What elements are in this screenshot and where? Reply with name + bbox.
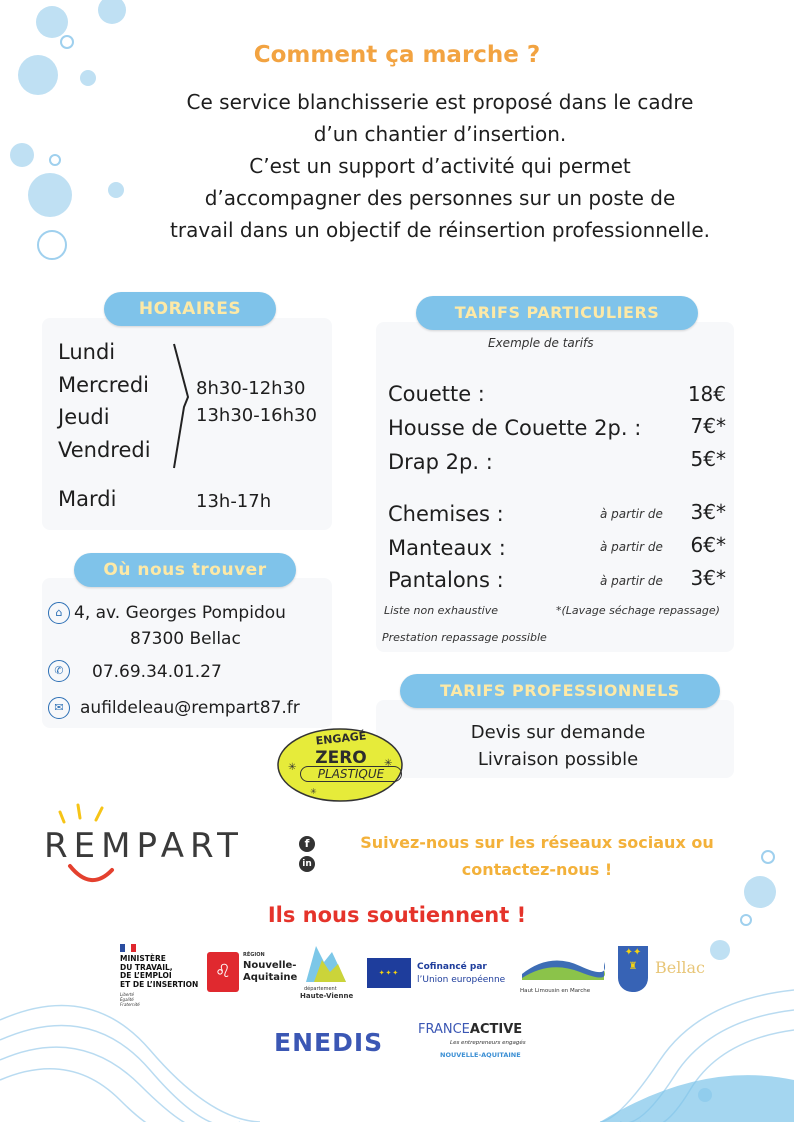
bubble-outline-decoration <box>50 155 60 165</box>
franceactive-word: ACTIVE <box>469 1022 523 1037</box>
franceactive-sub: Les entrepreneurs engagés <box>450 1040 526 1046</box>
wave-decoration <box>0 1047 210 1122</box>
bubble-decoration <box>80 70 96 86</box>
mardi-hours: 13h-17h <box>196 491 272 512</box>
bellac-crest-logo: ✦✦ ♜ <box>618 946 648 992</box>
address-line: 4, av. Georges Pompidou <box>74 603 286 623</box>
region-lion-logo: ♌ <box>207 952 239 992</box>
tarif-label: Chemises : <box>388 502 504 526</box>
tarifs-subtitle: Exemple de tarifs <box>488 336 594 350</box>
page-title: Comment ça marche ? <box>253 42 541 68</box>
tarif-label: Manteaux : <box>388 536 506 560</box>
tarifs-pro-heading: TARIFS PROFESSIONNELS <box>400 674 720 708</box>
bubble-decoration <box>28 173 72 217</box>
departement-logo <box>302 942 350 986</box>
bubble-decoration <box>710 940 730 960</box>
phone-icon: ✆ <box>48 660 70 682</box>
intro-line: Ce service blanchisserie est proposé dans le cadre <box>186 90 694 114</box>
bubble-decoration <box>10 143 34 167</box>
tarif-prefix: à partir de <box>600 540 663 554</box>
tarifs-particuliers-heading: TARIFS PARTICULIERS <box>416 296 698 330</box>
eu-flag-logo: ✦✦✦ <box>367 958 411 988</box>
tarif-note: Prestation repassage possible <box>382 631 547 644</box>
supporters-heading: Ils nous soutiennent ! <box>267 903 527 927</box>
tarif-prefix: à partir de <box>600 507 663 521</box>
tarif-label: Drap 2p. : <box>388 450 493 474</box>
tarifs-particuliers-card <box>376 322 734 652</box>
haut-limousin-text: Haut Limousin en Marche <box>520 988 591 994</box>
wave-decoration <box>0 1069 180 1122</box>
tarif-price: 3€* <box>690 500 726 524</box>
haut-limousin-logo <box>520 950 606 984</box>
rempart-logo-text: REMPART <box>44 826 244 866</box>
ministere-logo <box>120 955 198 989</box>
tarif-prefix: à partir de <box>600 574 663 588</box>
tarif-label: Housse de Couette 2p. : <box>388 416 642 440</box>
franceactive-region: NOUVELLE-AQUITAINE <box>440 1051 521 1059</box>
day-label: Mercredi <box>58 373 150 397</box>
tarif-label: Couette : <box>388 382 485 406</box>
eu-text: Cofinancé par <box>417 962 487 972</box>
intro-line: C’est un support d’activité qui permet <box>249 154 631 178</box>
tarif-price: 5€* <box>690 447 726 471</box>
bubble-decoration <box>36 6 68 38</box>
svg-text:✳: ✳ <box>384 758 393 769</box>
email-address[interactable]: aufildeleau@rempart87.fr <box>80 698 300 718</box>
phone-number[interactable]: 07.69.34.01.27 <box>92 662 222 682</box>
badge-top-text: ENGAGÉ <box>315 729 367 748</box>
ministere-line: DU TRAVAIL, <box>120 962 173 972</box>
day-label: Lundi <box>58 340 116 364</box>
svg-text:✳: ✳ <box>310 787 317 796</box>
motto-line: Égalité <box>120 997 134 1002</box>
eu-text: l’Union européenne <box>417 975 506 985</box>
day-label-mardi: Mardi <box>58 487 117 511</box>
mail-icon: ✉ <box>48 697 70 719</box>
bracket-divider <box>170 342 194 472</box>
bubble-outline-decoration <box>762 851 774 863</box>
intro-paragraph <box>120 86 760 246</box>
rempart-smile-logo <box>64 862 118 890</box>
social-text: contactez-nous ! <box>461 860 613 879</box>
bellac-text: Bellac <box>655 958 705 977</box>
departement-text: Haute-Vienne <box>300 992 354 1000</box>
horaires-heading: HORAIRES <box>104 292 276 326</box>
intro-line: d’un chantier d’insertion. <box>313 122 567 146</box>
location-heading: Où nous trouver <box>74 553 296 587</box>
badge-bottom-text: PLASTIQUE <box>300 766 402 782</box>
tarif-price: 6€* <box>690 533 726 557</box>
morning-hours: 8h30-12h30 <box>196 378 306 399</box>
franceactive-word: FRANCE <box>418 1022 470 1037</box>
intro-line: travail dans un objectif de réinsertion professionnelle. <box>170 218 710 242</box>
tarif-price: 18€ <box>687 382 726 406</box>
ministere-motto <box>120 992 140 1007</box>
day-label: Vendredi <box>58 438 151 462</box>
afternoon-hours: 13h30-16h30 <box>196 405 317 426</box>
home-icon: ⌂ <box>48 602 70 624</box>
day-label: Jeudi <box>58 405 110 429</box>
linkedin-icon[interactable]: in <box>299 856 315 872</box>
departement-text: département <box>304 986 337 992</box>
badge-middle-text: ZERO <box>315 748 367 768</box>
tarif-label: Pantalons : <box>388 568 504 592</box>
region-logo-text: Aquitaine <box>243 972 298 983</box>
wave-decoration <box>600 1075 794 1122</box>
wave-decoration <box>0 1025 240 1122</box>
motto-line: Fraternité <box>120 1002 140 1007</box>
tarif-note: Liste non exhaustive <box>384 604 499 617</box>
ministere-line: ET DE L’INSERTION <box>120 979 199 989</box>
motto-line: Liberté <box>120 992 135 997</box>
region-logo-text: Nouvelle- <box>243 960 297 971</box>
intro-line: d’accompagner des personnes sur un poste de <box>204 186 676 210</box>
enedis-logo: ENEDIS <box>274 1028 384 1057</box>
wave-decoration <box>0 1005 260 1122</box>
marianne-flag-logo <box>120 944 136 952</box>
ministere-line: DE L’EMPLOI <box>120 971 172 980</box>
facebook-icon[interactable]: f <box>299 836 315 852</box>
svg-text:✳: ✳ <box>288 762 297 773</box>
social-text: Suivez-nous sur les réseaux sociaux ou <box>360 833 714 852</box>
franceactive-logo <box>418 1022 522 1037</box>
tarifs-pro-line: Devis sur demande <box>470 722 646 743</box>
tarif-price: 7€* <box>690 414 726 438</box>
tarifs-pro-line: Livraison possible <box>477 749 639 770</box>
address-line: 87300 Bellac <box>130 629 241 649</box>
region-logo-text: RÉGION <box>243 952 265 958</box>
bubble-outline-decoration <box>38 231 66 259</box>
tarif-note: *(Lavage séchage repassage) <box>556 604 720 617</box>
tarif-price: 3€* <box>690 566 726 590</box>
ministere-line: MINISTÈRE <box>120 954 166 963</box>
bubble-decoration <box>98 0 126 24</box>
